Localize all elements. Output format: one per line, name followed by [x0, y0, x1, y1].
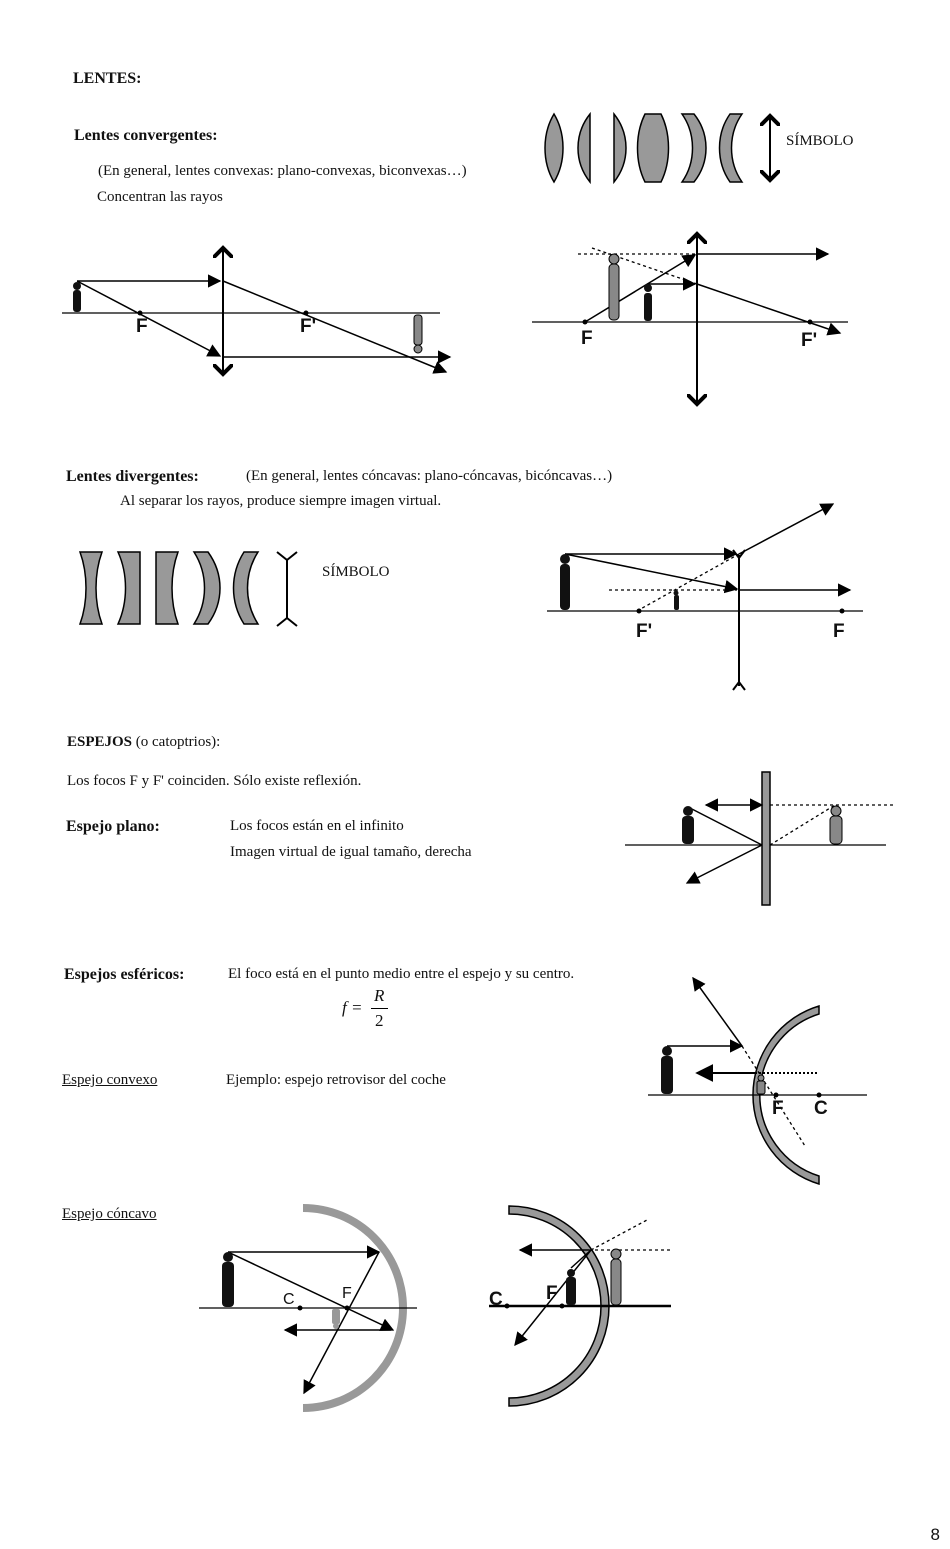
- label-f: F: [546, 1283, 558, 1304]
- text-divergentes-line2: Al separar los rayos, produce siempre imagen virtual.: [120, 493, 442, 509]
- espejos-title-rest: (o catoptrios):: [132, 734, 221, 750]
- label-f-prime: F': [636, 621, 653, 642]
- page-number: 8: [930, 1525, 940, 1544]
- divergent-lens-shapes: [76, 548, 306, 630]
- heading-espejos-esfericos: Espejos esféricos:: [64, 966, 185, 983]
- concave-mirror-diagram-1: [195, 1200, 425, 1420]
- label-f-prime: F': [801, 330, 818, 351]
- label-c: C: [283, 1291, 295, 1308]
- convex-mirror-diagram: [645, 970, 875, 1190]
- label-c: C: [814, 1098, 828, 1119]
- formula-lhs: f =: [342, 998, 363, 1017]
- convergent-diagram-virtual-image: [530, 230, 860, 410]
- text-esfericos-line1: El foco está en el punto medio entre el espejo y su centro.: [228, 966, 575, 982]
- label-f: F: [581, 328, 593, 349]
- symbol-label-convergent: SÍMBOLO: [786, 133, 854, 149]
- text-divergentes-line1: (En general, lentes cóncavas: plano-cóncavas, bicóncavas…): [246, 468, 613, 484]
- label-f-prime: F': [300, 316, 317, 337]
- symbol-label-divergent: SÍMBOLO: [322, 564, 390, 580]
- convergent-diagram-real-image: [60, 240, 460, 380]
- heading-lentes-divergentes: Lentes divergentes:: [66, 468, 199, 485]
- heading-espejo-concavo: Espejo cóncavo: [62, 1206, 157, 1222]
- label-f: F: [833, 621, 845, 642]
- label-f: F: [772, 1098, 784, 1119]
- text-convergentes-line2: Concentran las rayos: [97, 189, 223, 205]
- convergent-lens-shapes: [540, 108, 780, 190]
- label-f: F: [136, 316, 148, 337]
- text-plano-line2: Imagen virtual de igual tamaño, derecha: [230, 844, 472, 860]
- concave-mirror-diagram-2: [485, 1200, 685, 1415]
- heading-lentes-convergentes: Lentes convergentes:: [74, 127, 218, 144]
- text-plano-line1: Los focos están en el infinito: [230, 818, 404, 834]
- section-title-lentes: LENTES:: [73, 70, 142, 87]
- text-convexo-example: Ejemplo: espejo retrovisor del coche: [226, 1072, 446, 1088]
- espejos-title-bold: ESPEJOS: [67, 734, 133, 750]
- heading-espejo-convexo: Espejo convexo: [62, 1072, 158, 1088]
- formula-denominator: 2: [375, 1011, 384, 1030]
- heading-espejo-plano: Espejo plano:: [66, 818, 160, 835]
- label-c: C: [489, 1289, 503, 1310]
- label-f: F: [342, 1285, 352, 1302]
- formula-fraction-bar: [371, 1008, 388, 1009]
- formula-numerator: R: [374, 986, 385, 1005]
- divergent-diagram: [545, 500, 875, 695]
- text-espejos-intro: Los focos F y F' coinciden. Sólo existe reflexión.: [67, 773, 362, 789]
- section-title-espejos: [67, 734, 220, 751]
- text-convergentes-line1: (En general, lentes convexas: plano-convexas, biconvexas…): [98, 163, 467, 179]
- plane-mirror-diagram: [620, 768, 900, 910]
